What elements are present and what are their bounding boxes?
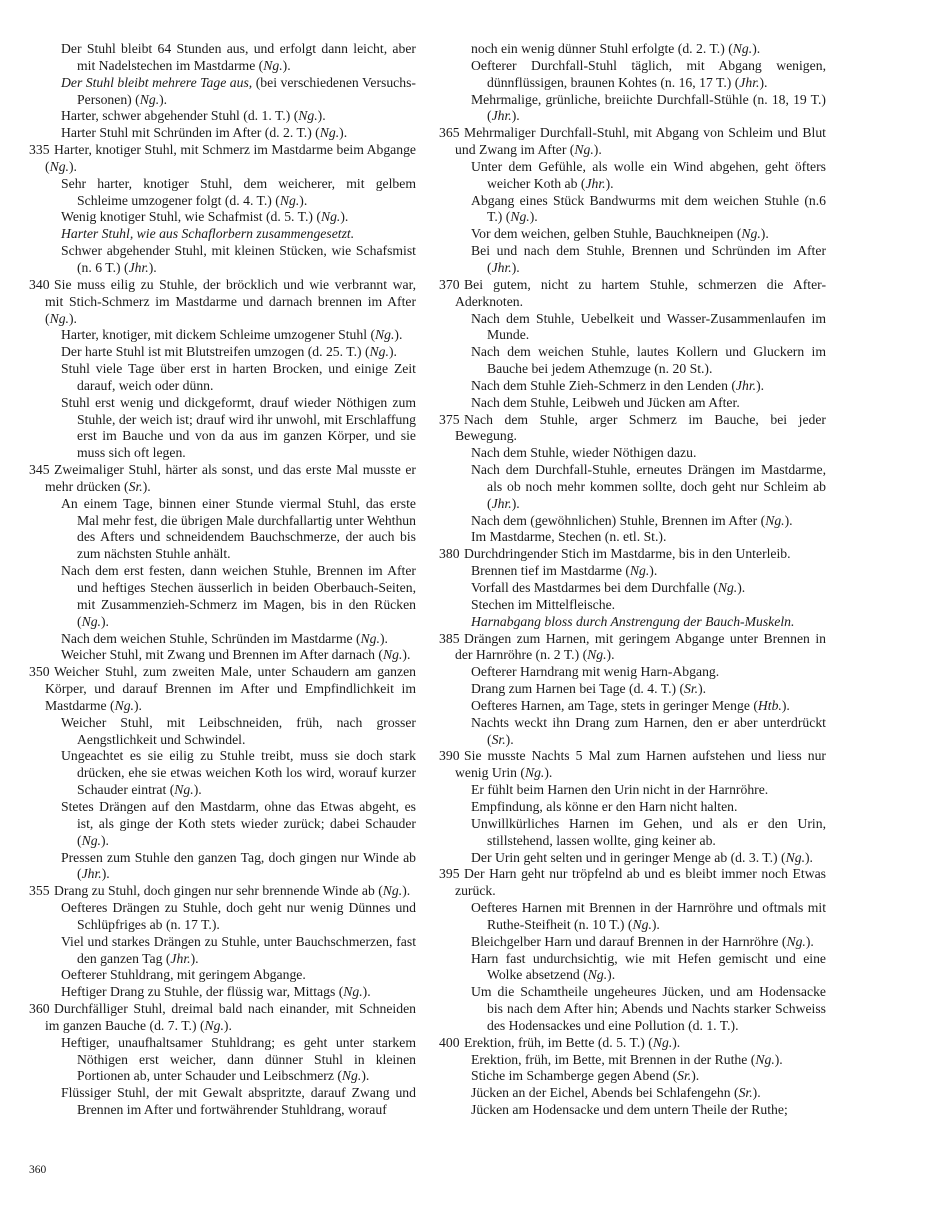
source-abbrev: Ng. — [587, 647, 607, 663]
entry — [29, 647, 416, 664]
source-abbrev: Ng. — [81, 613, 101, 629]
entry-text: Jücken an der Eichel, Abends bei Schlafengehn ( — [471, 1085, 739, 1101]
entry — [439, 563, 826, 580]
entry-text: ). — [529, 209, 538, 225]
right-column — [439, 41, 826, 1119]
source-abbrev: Sr. — [128, 478, 143, 494]
entry-text: Nach dem Stuhle, wieder Nöthigen dazu. — [471, 445, 697, 461]
entry — [29, 125, 416, 142]
source-abbrev: Ng. — [139, 91, 160, 107]
entry-text: Drang zu Stuhl, doch gingen nur sehr brennende Winde ab ( — [54, 883, 383, 899]
entry-text: Nach dem weichen Stuhle, Schründen im Mastdarme ( — [61, 630, 361, 646]
entry-text: Oefterer Durchfall-Stuhl täglich, mit Abgang wenigen, dünnflüssigen, braunen Kohtes (n. 16, 17 T.) ( — [471, 57, 826, 90]
entry-text: Nach dem (gewöhnlichen) Stuhle, Brennen im After ( — [471, 512, 766, 528]
entry — [439, 681, 826, 698]
entry — [439, 41, 826, 58]
source-abbrev: Jhr. — [128, 259, 149, 275]
entry — [29, 344, 416, 361]
entry — [439, 816, 826, 850]
entry — [29, 361, 416, 395]
entry-text: Oefteres Harnen mit Brennen in der Harnröhre und oftmals mit Ruthe-Steifheit (n. 10 T.) ( — [471, 900, 826, 932]
entry-text: ). — [605, 175, 614, 191]
entry-text: ). — [511, 108, 520, 124]
entry — [439, 715, 826, 749]
entry-text: Heftiger, unaufhaltsamer Stuhldrang; es geht unter starkem Nöthigen erst weicher, dann dünner Stuhl in kleinen Portionen ab, unter Schauder und Leibschmerz ( — [61, 1034, 416, 1084]
entry — [29, 41, 416, 75]
line-number: 370 — [439, 276, 460, 292]
entry-text: Abgang eines Stück Bandwurms mit dem weichen Stuhle (n.6 T.) ( — [471, 192, 826, 225]
source-abbrev: Ng. — [375, 327, 395, 343]
source-abbrev: Ng. — [632, 916, 652, 932]
entry — [439, 529, 826, 546]
entry-text: Oefteres Harnen, am Tage, stets in geringer Menge ( — [471, 697, 758, 713]
entry-text: Vorfall des Mastdarmes bei dem Durchfalle ( — [471, 580, 718, 595]
entry — [29, 277, 416, 328]
entry-text: Erektion, früh, im Bette (d. 5. T.) ( — [464, 1034, 653, 1050]
entry — [29, 395, 416, 462]
source-abbrev: Sr. — [677, 1068, 692, 1084]
entry-text: Zweimaliger Stuhl, härter als sonst, und das erste Mal musste er mehr drücken ( — [45, 462, 416, 494]
entry-text: Stechen im Mittelfleische. — [471, 596, 616, 612]
source-abbrev: Ng. — [510, 209, 530, 225]
source-abbrev: Jhr. — [491, 259, 512, 275]
entry-text: Im Mastdarme, Stechen (n. etl. St.). — [471, 529, 667, 545]
entry-text: ). — [774, 1051, 783, 1067]
line-number: 350 — [29, 664, 50, 680]
entry-text: ). — [752, 1085, 761, 1101]
entry-text: Drängen zum Harnen, mit geringem Abgange unter Brennen in der Harnröhre (n. 2 T.) ( — [455, 630, 826, 663]
entry-text: ). — [388, 344, 397, 360]
entry-text: ). — [691, 1068, 700, 1084]
entry-text: ). — [781, 697, 790, 713]
entry — [439, 125, 826, 159]
entry-text: Bei und nach dem Stuhle, Brennen und Schründen im After ( — [471, 243, 826, 275]
source-abbrev: Harnabgang bloss durch Anstrengung der Bauch-Muskeln. — [471, 613, 795, 629]
entry-text: Stiche im Schamberge gegen Abend ( — [471, 1068, 678, 1084]
entry-text: ). — [698, 681, 707, 697]
entry — [29, 984, 416, 1001]
source-abbrev: Ng. — [360, 630, 380, 646]
entry-text: Sie musste Nachts 5 Mal zum Harnen aufstehen und liess nur wenig Urin ( — [455, 748, 826, 781]
entry — [439, 984, 826, 1035]
entry — [439, 1102, 826, 1119]
entry-text: Pressen zum Stuhle den ganzen Tag, doch gingen nur Winde ab ( — [61, 849, 416, 882]
entry-text: ). — [760, 226, 769, 242]
entry — [29, 967, 416, 984]
source-abbrev: Ng. — [81, 832, 101, 848]
entry-text: ). — [394, 327, 403, 343]
source-abbrev: Ng. — [574, 142, 594, 158]
entry-text: ). — [100, 832, 109, 848]
entry — [439, 92, 826, 126]
source-abbrev: Sr. — [491, 731, 506, 747]
source-abbrev: Jhr. — [735, 377, 757, 393]
line-number: 340 — [29, 276, 50, 292]
left-column — [29, 41, 416, 1119]
entry-text: ). — [223, 1017, 232, 1033]
entry — [29, 900, 416, 934]
line-number: 360 — [29, 1001, 50, 1017]
entry — [29, 75, 416, 109]
entry-text: noch ein wenig dünner Stuhl erfolgte (d. 2. T.) ( — [471, 41, 733, 56]
source-abbrev: Harter Stuhl, wie aus Schaflorbern zusammengesetzt. — [61, 226, 355, 242]
entry-text: Schwer abgehender Stuhl, mit kleinen Stücken, wie Schafsmist (n. 6 T.) ( — [61, 243, 416, 275]
entry-text: Oefteres Drängen zu Stuhle, doch geht nur wenig Dünnes und Schlüpfriges ab (n. 17 T.). — [61, 900, 416, 932]
entry-text: ). — [737, 580, 746, 595]
entry-text: Bei gutem, nicht zu hartem Stuhle, schmerzen die After-Aderknoten. — [455, 276, 826, 309]
entry-text: Sie muss eilig zu Stuhle, der bröcklich und wie verbrannt war, mit Stich-Schmerz im Mastdarme und darnach brennen im After ( — [45, 276, 416, 326]
entry-text: ). — [544, 765, 553, 781]
entry — [29, 664, 416, 715]
entry — [29, 1085, 416, 1119]
entry — [439, 462, 826, 513]
entry — [29, 108, 416, 125]
source-abbrev: Jhr. — [491, 495, 512, 511]
source-abbrev: Ng. — [786, 933, 806, 949]
line-number: 355 — [29, 883, 50, 899]
entry-text: ). — [68, 310, 77, 326]
entry-text: Jücken am Hodensacke und dem untern Theile der Ruthe; — [471, 1102, 788, 1118]
entry — [439, 850, 826, 867]
entry-text: ). — [101, 866, 110, 882]
entry-text: Harter, knotiger, mit dickem Schleime umzogener Stuhl ( — [61, 327, 376, 343]
line-number: 345 — [29, 462, 50, 478]
source-abbrev: Ng. — [629, 563, 650, 579]
entry-text: Nach dem Stuhle Zieh-Schmerz in den Lenden ( — [471, 377, 736, 393]
entry-text: Um die Schamtheile ungeheures Jücken, und am Hodensacke bis nach dem After hin; Abends und Nachts starker Schweiss des Hodensackes und eine Pollution (d. 1. T.). — [471, 984, 826, 1033]
entry — [439, 934, 826, 951]
entry-text: Mehrmalige, grünliche, breiichte Durchfall-Stühle (n. 18, 19 T.) ( — [471, 91, 826, 124]
source-abbrev: Ng. — [717, 580, 738, 595]
line-number: 375 — [439, 411, 460, 427]
entry-text: Durchfälliger Stuhl, dreimal bald nach einander, mit Schneiden im ganzen Bauche (d. 7. T.) ( — [45, 1001, 416, 1033]
entry — [29, 883, 416, 900]
entry-text: ). — [317, 108, 326, 124]
entry-text: ). — [649, 563, 658, 579]
page-number: 360 — [29, 1164, 47, 1176]
entry-text: ). — [402, 883, 411, 899]
entry-text: Unter dem Gefühle, als wolle ein Wind abgehen, geht öfters weicher Koth ab ( — [471, 158, 826, 191]
line-number: 385 — [439, 630, 460, 646]
entry — [29, 243, 416, 277]
entry — [29, 142, 416, 176]
entry-text: Mehrmaliger Durchfall-Stuhl, mit Abgang von Schleim und Blut und Zwang im After ( — [455, 125, 826, 158]
entry-text: ). — [379, 630, 388, 646]
source-abbrev: Ng. — [204, 1017, 224, 1033]
entry-text: Harter, schwer abgehender Stuhl (d. 1. T.) ( — [61, 108, 299, 124]
entry — [439, 748, 826, 782]
entry — [439, 614, 826, 631]
entry — [439, 311, 826, 345]
entry-text: ). — [362, 984, 371, 1000]
source-abbrev: Ng. — [279, 192, 300, 208]
entry-text: An einem Tage, binnen einer Stunde viermal Stuhl, das erste Mal mehr fest, die übrigen Male durchfallartig unter Wehthun des Afters und schneidendem Bauchschmerze, der auch bis zum nächsten Stuhle anhält. — [61, 495, 416, 562]
entry — [29, 799, 416, 850]
source-abbrev: Ng. — [382, 647, 403, 663]
entry-text: Harter, knotiger Stuhl, mit Schmerz im Mastdarme beim Abgange ( — [45, 142, 416, 174]
source-abbrev: Jhr. — [739, 74, 760, 90]
entry-text: Nach dem erst festen, dann weichen Stuhle, Brennen im After und heftiges Stechen äusserlich in beiden Oberbauch-Seiten, mit Zusammenzieh-Schmerz im Magen, bis in den Rücken ( — [61, 563, 416, 629]
entry-text: Der Harn geht nur tröpfelnd ab und es bleibt immer noch Etwas zurück. — [455, 866, 826, 899]
entry-text: ). — [339, 125, 348, 141]
entry — [439, 513, 826, 530]
source-abbrev: Der Stuhl bleibt mehrere Tage aus, — [61, 74, 253, 90]
entry-text: ). — [805, 849, 813, 865]
entry-text: ). — [133, 697, 142, 713]
entry — [439, 546, 826, 563]
entry — [439, 1085, 826, 1102]
entry-text: Harter Stuhl mit Schründen im After (d. 2. T.) ( — [61, 125, 320, 141]
source-abbrev: Ng. — [49, 310, 69, 326]
line-number: 380 — [439, 546, 460, 562]
entry-text: Ungeachtet es sie eilig zu Stuhle treibt, muss sie doch stark drücken, ehe sie etwas weichen Koth los wird, worauf kurzer Schauder eintrat ( — [61, 748, 416, 798]
entry-text: ). — [672, 1034, 681, 1050]
entry-text: Empfindung, als könne er den Harn nicht halten. — [471, 798, 738, 814]
entry-text: ). — [756, 377, 765, 393]
entry — [29, 496, 416, 563]
entry-text: (bei verschiedenen Versuchs-Personen) ( — [77, 74, 416, 107]
entry-text: ). — [402, 647, 411, 663]
entry — [439, 782, 826, 799]
entry-text: Stuhl erst wenig und dickgeformt, drauf wieder Nöthigen zum Stuhle, der weich ist; drauf wird ihr unwohl, mit Erschlaffung erst im Bauche und von da aus im ganzen Körper, und sie muss sich oft legen. — [61, 394, 416, 461]
entry-text: Nach dem Durchfall-Stuhle, erneutes Drängen im Mastdarme, als ob noch mehr kommen sollte, doch geht nur Schleim ab ( — [471, 462, 826, 511]
entry-text: ). — [505, 731, 514, 747]
entry — [29, 1001, 416, 1035]
entry — [439, 1068, 826, 1085]
source-abbrev: Ng. — [49, 158, 69, 174]
entry-text: Sehr harter, knotiger Stuhl, dem weicherer, mit gelbem Schleime umzogener folgt (d. 4. T.) ( — [61, 175, 416, 208]
entry — [439, 1052, 826, 1069]
entry-text: Erektion, früh, im Bette, mit Brennen in der Ruthe ( — [471, 1051, 756, 1067]
entry-text: ). — [299, 192, 308, 208]
entry — [29, 226, 416, 243]
entry-text: ). — [593, 142, 602, 158]
entry — [29, 631, 416, 648]
source-abbrev: Jhr. — [491, 108, 512, 124]
entry — [29, 850, 416, 884]
line-number: 395 — [439, 866, 460, 882]
entry-text: Der Urin geht selten und in geringer Menge ab (d. 3. T.) ( — [471, 849, 786, 865]
source-abbrev: Ng. — [382, 883, 403, 899]
entry-text: Unwillkürliches Harnen im Gehen, und als er den Urin, stillstehend, lassen wollte, ging keiner ab. — [471, 815, 826, 848]
entry — [29, 462, 416, 496]
source-abbrev: Sr. — [684, 681, 699, 697]
entry-text: ). — [607, 967, 616, 983]
line-number: 365 — [439, 125, 460, 141]
entry — [439, 1035, 826, 1052]
source-abbrev: Sr. — [738, 1085, 753, 1101]
entry — [29, 1035, 416, 1086]
entry — [439, 597, 826, 614]
entry — [439, 159, 826, 193]
source-abbrev: Htb. — [757, 697, 782, 713]
entry — [29, 327, 416, 344]
entry — [29, 748, 416, 799]
entry-text: ). — [759, 74, 768, 90]
source-abbrev: Ng. — [320, 209, 341, 225]
source-abbrev: Ng. — [341, 1068, 362, 1084]
entry-text: Der Stuhl bleibt 64 Stunden aus, und erfolgt dann leicht, aber mit Nadelstechen im Mastdarme ( — [61, 41, 416, 73]
source-abbrev: Ng. — [755, 1051, 775, 1067]
entry-text: ). — [193, 782, 202, 798]
entry-text: ). — [142, 478, 151, 494]
entry — [439, 395, 826, 412]
source-abbrev: Ng. — [114, 697, 134, 713]
source-abbrev: Ng. — [785, 849, 805, 865]
entry — [439, 580, 826, 597]
entry — [439, 900, 826, 934]
entry-text: Er fühlt beim Harnen den Urin nicht in der Harnröhre. — [471, 782, 769, 798]
entry-text: Nach dem weichen Stuhle, lautes Kollern und Gluckern im Bauche bei jedem Athemzuge (n. 20 St.). — [471, 344, 826, 377]
entry — [439, 344, 826, 378]
source-abbrev: Ng. — [319, 125, 340, 141]
entry-text: ). — [190, 950, 199, 966]
source-abbrev: Ng. — [732, 41, 753, 56]
entry-text: Flüssiger Stuhl, der mit Gewalt abspritzte, darauf Zwang und Brennen im After und fortwährender Stuhldrang, worauf — [61, 1085, 416, 1118]
entry-text: Weicher Stuhl, mit Leibschneiden, früh, nach grosser Aengstlichkeit und Schwindel. — [61, 714, 416, 747]
entry — [29, 715, 416, 749]
source-abbrev: Jhr. — [585, 175, 606, 191]
entry-text: ). — [511, 259, 520, 275]
entry — [439, 664, 826, 681]
entry — [439, 445, 826, 462]
entry-text: Stetes Drängen auf den Mastdarm, ohne das Etwas abgeht, es ist, als ginge der Koth stets wieder zurück; dabei Schauder ( — [61, 798, 416, 848]
entry — [29, 563, 416, 630]
entry-text: Wenig knotiger Stuhl, wie Schafmist (d. 5. T.) ( — [61, 209, 321, 225]
entry-text: ). — [805, 933, 814, 949]
source-abbrev: Ng. — [524, 765, 545, 781]
entry-text: Der harte Stuhl ist mit Blutstreifen umzogen (d. 25. T.) ( — [61, 344, 370, 360]
entry-text: Weicher Stuhl, zum zweiten Male, unter Schaudern am ganzen Körper, und darauf Brennen im After und Empfindlichkeit im Mastdarme ( — [45, 664, 416, 713]
entry-text: Bleichgelber Harn und darauf Brennen in der Harnröhre ( — [471, 933, 787, 949]
entry — [439, 799, 826, 816]
source-abbrev: Ng. — [587, 967, 608, 983]
entry-text: ). — [68, 158, 77, 174]
entry-text: Drang zum Harnen bei Tage (d. 4. T.) ( — [471, 681, 685, 697]
entry — [439, 243, 826, 277]
source-abbrev: Ng. — [298, 108, 318, 124]
source-abbrev: Jhr. — [170, 950, 191, 966]
entry — [439, 193, 826, 227]
entry-text: ). — [340, 209, 349, 225]
source-abbrev: Ng. — [343, 984, 363, 1000]
source-abbrev: Ng. — [652, 1034, 673, 1050]
entry — [29, 209, 416, 226]
entry — [439, 226, 826, 243]
entry-text: Nach dem Stuhle, arger Schmerz im Bauche, bei jeder Bewegung. — [455, 411, 826, 444]
entry-text: ). — [159, 91, 168, 107]
entry-text: Brennen tief im Mastdarme ( — [471, 563, 630, 579]
entry-text: Nach dem Stuhle, Uebelkeit und Wasser-Zusammenlaufen im Munde. — [471, 310, 826, 343]
entry-text: Harn fast undurchsichtig, wie mit Hefen gemischt und eine Wolke absetzend ( — [471, 950, 826, 983]
entry-text: Stuhl viele Tage über erst in harten Brocken, und einige Zeit darauf, weich oder dünn. — [61, 361, 416, 393]
entry-text: ). — [282, 57, 291, 73]
entry — [439, 412, 826, 446]
entry-text: ). — [148, 259, 157, 275]
source-abbrev: Ng. — [741, 226, 761, 242]
entry-text: ). — [361, 1068, 370, 1084]
entry-text: ). — [511, 495, 520, 511]
entry-text: Vor dem weichen, gelben Stuhle, Bauchkneipen ( — [471, 226, 742, 242]
line-number: 400 — [439, 1034, 460, 1050]
entry — [439, 277, 826, 311]
entry-text: ). — [784, 512, 793, 528]
entry-text: Nachts weckt ihn Drang zum Harnen, den er aber unterdrückt ( — [471, 714, 826, 747]
entry — [29, 934, 416, 968]
entry-text: ). — [606, 647, 615, 663]
entry — [439, 698, 826, 715]
entry-text: Viel und starkes Drängen zu Stuhle, unter Bauchschmerzen, fast den ganzen Tag ( — [61, 933, 416, 966]
source-abbrev: Ng. — [174, 782, 194, 798]
line-number: 335 — [29, 142, 50, 158]
entry-text: ). — [100, 613, 109, 629]
line-number: 390 — [439, 748, 460, 764]
entry — [439, 866, 826, 900]
entry-text: Oefterer Stuhldrang, mit geringem Abgange. — [61, 967, 306, 983]
entry — [439, 58, 826, 92]
entry — [439, 378, 826, 395]
entry-text: ). — [752, 41, 761, 56]
entry-text: Durchdringender Stich im Mastdarme, bis in den Unterleib. — [464, 546, 791, 562]
source-abbrev: Ng. — [263, 57, 283, 73]
entry — [29, 176, 416, 210]
entry-text: Oefterer Harndrang mit wenig Harn-Abgang. — [471, 664, 720, 680]
entry — [439, 951, 826, 985]
source-abbrev: Jhr. — [81, 866, 102, 882]
entry-text: Nach dem Stuhle, Leibweh und Jücken am After. — [471, 394, 740, 410]
source-abbrev: Ng. — [369, 344, 389, 360]
entry-text: Weicher Stuhl, mit Zwang und Brennen im After darnach ( — [61, 647, 383, 663]
entry-text: Heftiger Drang zu Stuhle, der flüssig war, Mittags ( — [61, 984, 344, 1000]
source-abbrev: Ng. — [765, 512, 785, 528]
entry-text: ). — [651, 916, 660, 932]
entry — [439, 631, 826, 665]
